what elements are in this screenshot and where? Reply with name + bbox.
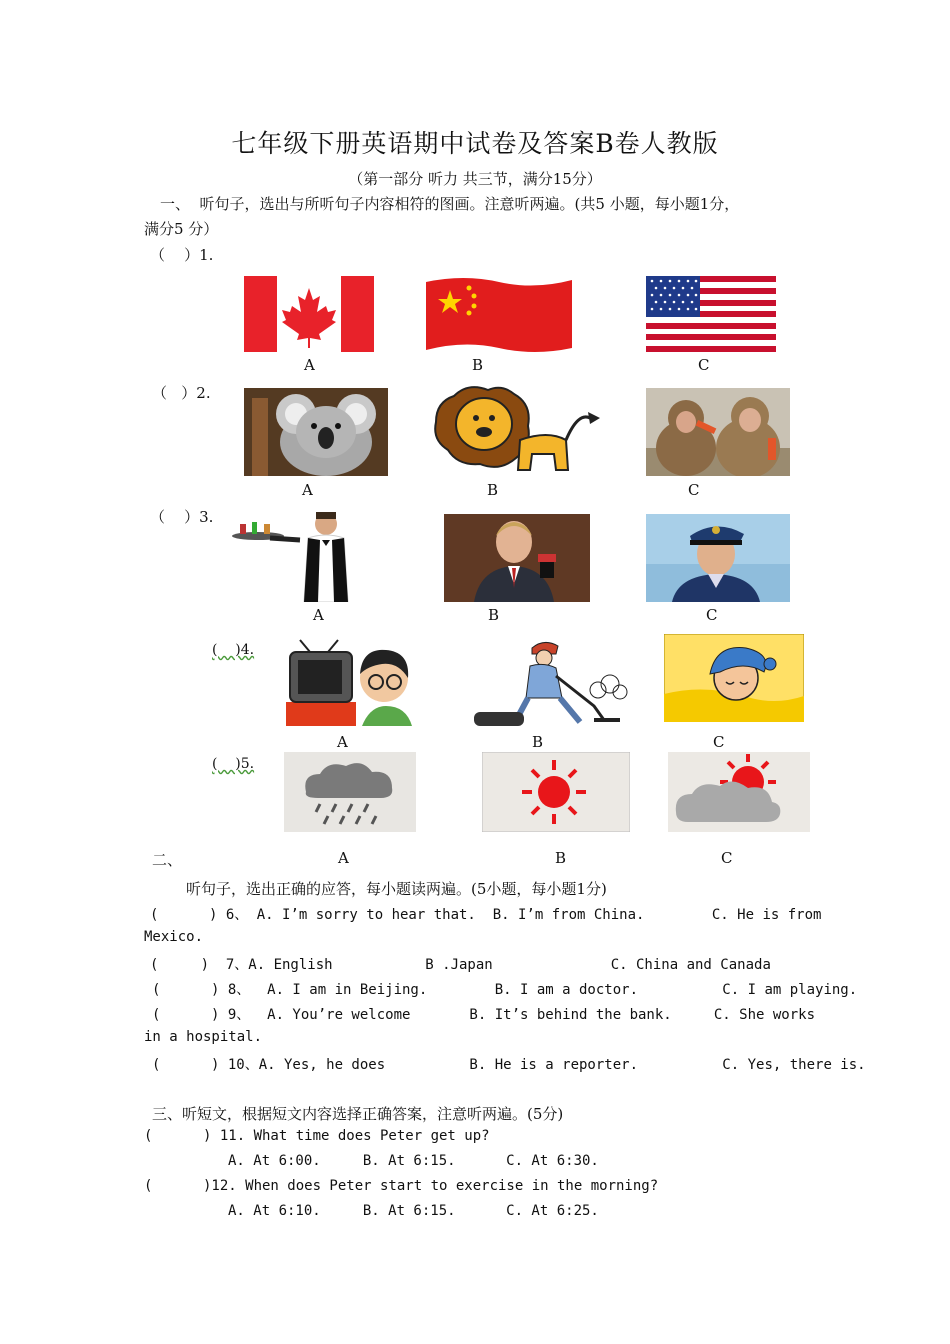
sleeping-icon [664, 634, 804, 722]
canada-flag-icon [244, 276, 374, 352]
part2-instruction: 听句子，选出正确的应答，每小题读两遍。(5小题，每小题1分) [186, 880, 607, 898]
vacuuming-icon [470, 636, 632, 730]
question-11: ( ) 11. What time does Peter get up? [144, 1128, 490, 1144]
q2-option-b: B [487, 481, 499, 499]
question-9-cont: in a hospital. [144, 1029, 263, 1045]
question-6: ( ) 6、 A. I’m sorry to hear that. B. I’m from China. C. He is from [150, 907, 822, 923]
reporter-icon [444, 514, 590, 602]
q1-option-b: B [472, 356, 484, 374]
q2-option-c: C [688, 481, 700, 499]
q5-label: ( )5. [212, 756, 255, 772]
part1-instruction: 一、 听句子，选出与所听句子内容相符的图画。注意听两遍。(共5 小题，每小题1分， [160, 195, 740, 213]
sun-cloud-icon [668, 752, 810, 832]
part2-heading: 二、 [152, 851, 183, 869]
q3-option-c: C [706, 606, 718, 624]
section-subtitle: （第一部分 听力 共三节，满分15分） [348, 170, 602, 188]
q2-option-a: A [302, 481, 313, 499]
question-6-cont: Mexico. [144, 929, 204, 945]
question-11-options: A. At 6:00. B. At 6:15. C. At 6:30. [228, 1153, 599, 1169]
q4-option-c: C [713, 733, 725, 751]
sunny-icon [482, 752, 630, 832]
q2-label: （ ）2. [152, 384, 211, 402]
q3-option-a: A [313, 606, 324, 624]
q5-option-b: B [555, 849, 567, 867]
q3-option-b: B [488, 606, 500, 624]
question-8: ( ) 8、 A. I am in Beijing. B. I am a doctor. C. I am playing. [152, 982, 858, 998]
q1-option-a: A [304, 356, 315, 374]
part1-instruction-cont: 满分5 分） [144, 220, 219, 238]
question-10: ( ) 10、A. Yes, he does B. He is a reporter. C. Yes, there is. [152, 1057, 866, 1073]
question-12-options: A. At 6:10. B. At 6:15. C. At 6:25. [228, 1203, 599, 1219]
question-12: ( )12. When does Peter start to exercise in the morning? [144, 1178, 659, 1194]
part3-heading: 三、听短文，根据短文内容选择正确答案，注意听两遍。(5分) [152, 1105, 564, 1123]
china-flag-icon [424, 276, 574, 354]
q5-option-c: C [721, 849, 733, 867]
question-7: ( ) 7、A. English B .Japan C. China and Canada [150, 957, 771, 973]
q4-option-a: A [337, 733, 348, 751]
watching-tv-icon [286, 638, 416, 726]
page-title: 七年级下册英语期中试卷及答案B卷人教版 [231, 129, 719, 158]
lion-icon [428, 382, 604, 478]
koala-icon [244, 388, 388, 476]
q5-option-a: A [338, 849, 349, 867]
policeman-icon [646, 514, 790, 602]
q4-option-b: B [532, 733, 544, 751]
q4-label: ( )4. [212, 642, 255, 658]
q1-option-c: C [698, 356, 710, 374]
usa-flag-icon [646, 276, 776, 352]
rainy-icon [284, 752, 416, 832]
waiter-icon [230, 510, 370, 602]
q3-label: （ ）3. [150, 508, 214, 526]
monkeys-icon [646, 388, 790, 476]
q1-label: （ ）1. [150, 246, 214, 264]
question-9: ( ) 9、 A. You’re welcome B. It’s behind the bank. C. She works [152, 1007, 816, 1023]
